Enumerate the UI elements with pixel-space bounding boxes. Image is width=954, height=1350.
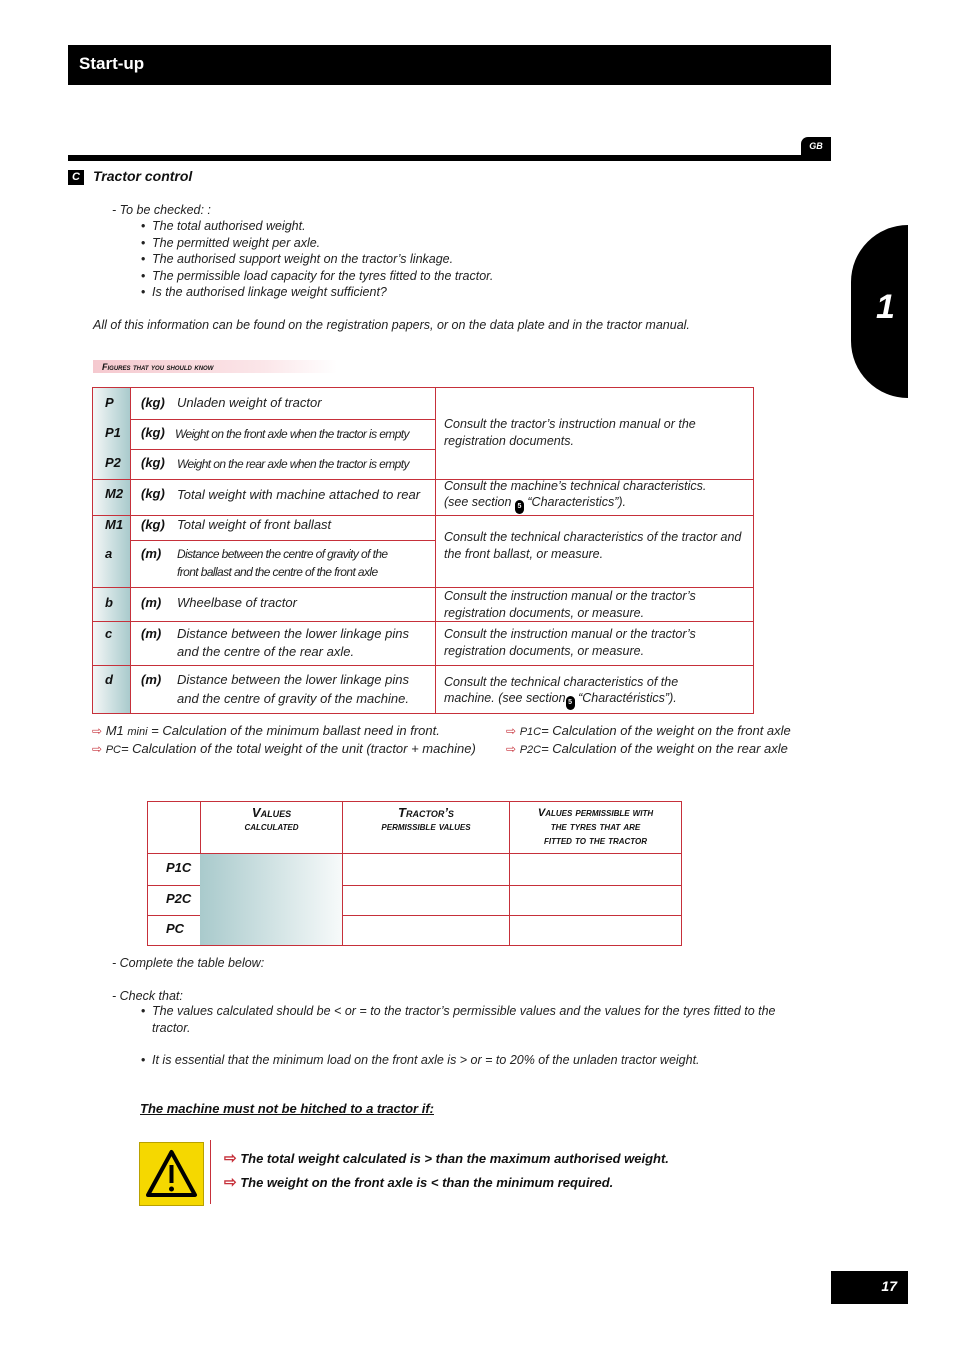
row-symbol: P1	[105, 425, 121, 440]
row-description: Total weight with machine attached to rear	[177, 487, 421, 502]
row-unit: (m)	[141, 595, 162, 610]
source-text: “Charactéristics”).	[578, 691, 677, 705]
source-linkage: Consult the instruction manual or the tractor’s registration documents, or measure.	[444, 627, 696, 658]
row-description: Total weight of front ballast	[177, 517, 332, 532]
legend-m1	[92, 723, 440, 741]
legend-symbol: P1C	[519, 726, 542, 738]
warning-text: The weight on the front axle is < than the minimum required.	[240, 1175, 614, 1190]
source-tractor-manual: Consult the tractor’s instruction manual or the registration documents.	[444, 417, 696, 448]
row-label-p2c: P2C	[166, 891, 192, 906]
info-text: All of this information can be found on the registration papers, or on the data plate and in the tractor manual.	[93, 318, 690, 332]
source-machine-section	[435, 494, 753, 514]
legend-subscript: mini	[127, 726, 148, 738]
row-description: front ballast and the centre of the front axle	[177, 565, 378, 579]
row-description: and the centre of gravity of the machine.	[177, 691, 409, 706]
legend-text: = Calculation of the weight on the front axle	[541, 723, 791, 738]
row-unit: (kg)	[141, 425, 165, 440]
legend-text: = Calculation of the total weight of the unit (tractor + machine)	[120, 741, 476, 756]
row-symbol: P2	[105, 455, 121, 470]
source-text: (see section	[444, 495, 512, 509]
checked-intro: - To be checked: :	[112, 203, 211, 217]
section-title: Tractor control	[93, 168, 193, 184]
row-unit: (m)	[141, 626, 162, 641]
row-unit: (kg)	[141, 486, 165, 501]
arrow-icon: ⇨	[224, 1150, 237, 1167]
legend-symbol: P2C	[519, 744, 542, 756]
section-ref-icon: 5	[515, 500, 524, 514]
source-machine-cog: Consult the technical characteristics of the	[444, 675, 679, 689]
arrow-icon: ⇨	[92, 742, 103, 756]
checked-item: • The authorised support weight on the tractor’s linkage.	[152, 251, 453, 268]
row-description: and the centre of the rear axle.	[177, 644, 355, 659]
figures-label: Figures that you should know	[93, 360, 337, 373]
check-instruction: - Check that:	[112, 989, 183, 1003]
col-header-calculated: Values calculated	[244, 805, 299, 833]
checked-item: • Is the authorised linkage weight sufficient?	[152, 284, 387, 301]
legend-text: = Calculation of the minimum ballast need in front.	[151, 723, 440, 738]
col-header-tractor-permissible: Tractor’s permissible values	[381, 805, 471, 833]
row-label-pc: PC	[166, 921, 185, 936]
source-text: “Characteristics”).	[527, 495, 626, 509]
arrow-icon: ⇨	[224, 1174, 237, 1191]
language-badge: GB	[801, 137, 831, 156]
row-symbol: M2	[105, 486, 124, 501]
warning-divider	[210, 1140, 211, 1204]
arrow-icon: ⇨	[92, 724, 103, 738]
warning-item	[224, 1149, 669, 1167]
source-front-ballast: Consult the technical characteristics of the tractor and the front ballast, or measure.	[444, 530, 742, 561]
row-unit: (kg)	[141, 517, 165, 532]
section-ref-icon: 5	[566, 696, 575, 710]
source-wheelbase: Consult the instruction manual or the tractor’s registration documents, or measure.	[444, 589, 696, 620]
chapter-number: 1	[876, 288, 895, 326]
row-description: Unladen weight of tractor	[177, 395, 322, 410]
source-machine-characteristics: Consult the machine’s technical characteristics.	[444, 479, 707, 493]
legend-symbol: M1	[105, 723, 124, 738]
check-item: • It is essential that the minimum load on the front axle is > or = to 20% of the unladen tractor weight.	[152, 1052, 812, 1069]
checked-item: • The permissible load capacity for the tyres fitted to the tractor.	[152, 268, 493, 285]
complete-instruction: - Complete the table below:	[112, 956, 265, 970]
arrow-icon: ⇨	[506, 724, 517, 738]
row-label-p1c: P1C	[166, 860, 192, 875]
warning-text: The total weight calculated is > than the maximum authorised weight.	[240, 1151, 669, 1166]
checked-item: • The permitted weight per axle.	[152, 235, 320, 252]
legend-pc	[92, 741, 476, 759]
row-unit: (kg)	[141, 455, 165, 470]
calculated-values-fill	[200, 854, 342, 945]
warning-item	[224, 1173, 613, 1191]
source-machine-cog-section	[435, 690, 753, 710]
row-description: Weight on the front axle when the tractor is empty	[175, 427, 409, 441]
section-letter: C	[68, 170, 84, 185]
page-number: 17	[831, 1271, 908, 1304]
row-symbol: c	[105, 626, 113, 641]
source-text: machine. (see section	[444, 691, 566, 705]
warning-heading: The machine must not be hitched to a tractor if:	[140, 1101, 434, 1116]
row-description: Distance between the lower linkage pins	[177, 626, 409, 641]
col-header-tyres-permissible: Values permissible with the tyres that are fitted to the tractor	[537, 807, 654, 847]
calculation-table	[147, 801, 682, 946]
check-item: • The values calculated should be < or = to the tractor’s permissible values and the values for the tyres fitted to the tractor.	[152, 1003, 812, 1036]
figures-table	[92, 387, 754, 714]
row-unit: (m)	[141, 672, 162, 687]
legend-symbol: PC	[105, 744, 121, 756]
row-description: Weight on the rear axle when the tractor is empty	[177, 457, 409, 471]
legend-p2c	[506, 741, 788, 759]
page-header	[68, 45, 831, 85]
row-symbol: a	[105, 546, 113, 561]
row-description: Wheelbase of tractor	[177, 595, 297, 610]
row-symbol: P	[105, 395, 114, 410]
row-unit: (kg)	[141, 395, 165, 410]
warning-icon	[139, 1142, 204, 1206]
header-title: Start-up	[79, 54, 145, 73]
row-unit: (m)	[141, 546, 162, 561]
section-divider	[68, 155, 831, 161]
row-symbol: M1	[105, 517, 124, 532]
arrow-icon: ⇨	[506, 742, 517, 756]
row-symbol: b	[105, 595, 113, 610]
row-symbol: d	[105, 672, 113, 687]
legend-p1c	[506, 723, 791, 741]
row-description: Distance between the lower linkage pins	[177, 672, 409, 687]
legend-text: = Calculation of the weight on the rear axle	[541, 741, 788, 756]
checked-item: • The total authorised weight.	[152, 218, 306, 235]
row-description: Distance between the centre of gravity of the	[177, 547, 388, 561]
